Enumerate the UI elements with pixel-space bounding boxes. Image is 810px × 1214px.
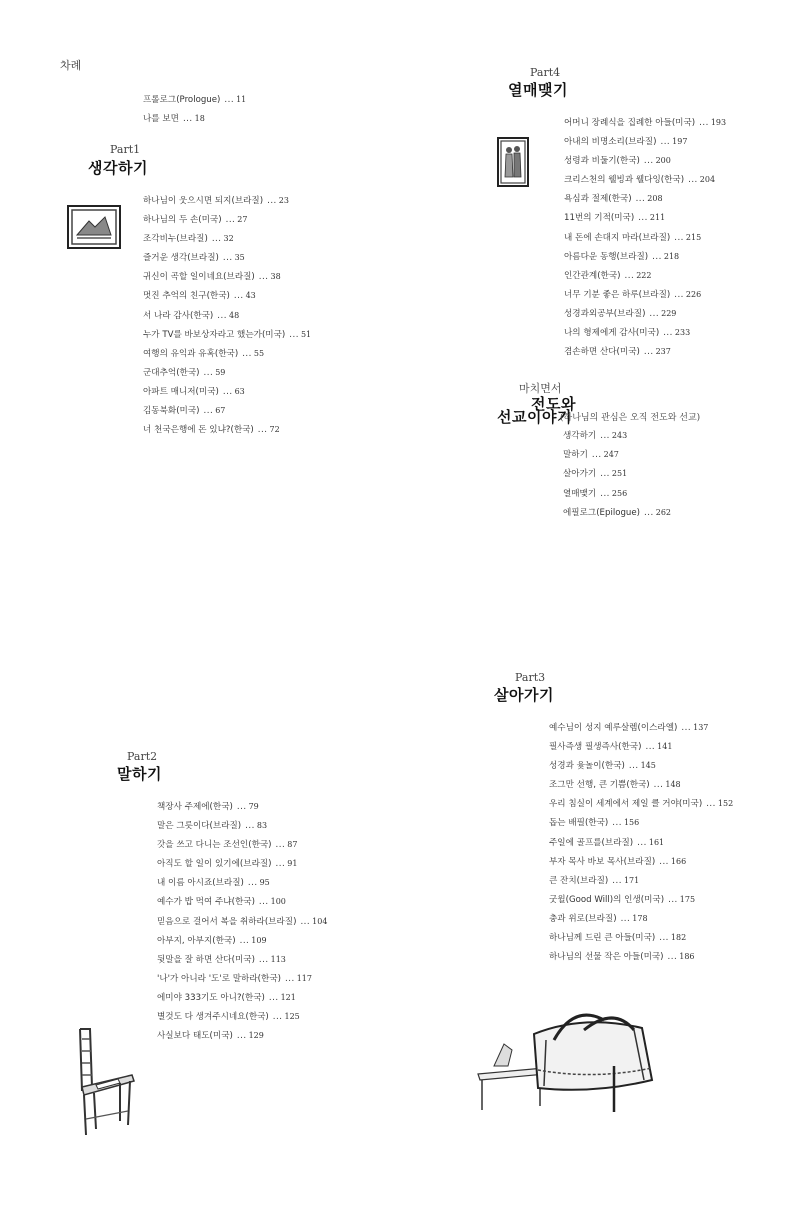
- toc-entry: [143, 348, 311, 367]
- toc-entry-title: 성경과 윷놀이(한국): [549, 761, 625, 772]
- part4-list: [564, 117, 726, 365]
- toc-entry-title: 갓을 쓰고 다니는 조선인(한국): [157, 840, 272, 851]
- toc-entry: [564, 346, 726, 365]
- closing-title-line1: 전도와: [531, 395, 576, 413]
- part4-title: 열매맺기: [508, 81, 568, 99]
- toc-entry-title: 생각하기: [563, 431, 597, 441]
- toc-entry-page: 215: [685, 232, 702, 242]
- toc-entry: [563, 430, 671, 449]
- toc-entry-page: 182: [670, 933, 687, 943]
- toc-entry-dots: ...: [600, 431, 610, 441]
- toc-entry-title: 조그만 선행, 큰 기쁨(한국): [549, 780, 650, 791]
- toc-entry-page: 156: [623, 818, 640, 828]
- toc-entry: [564, 327, 726, 346]
- toc-entry-title: 김동북화(미국): [143, 406, 200, 417]
- toc-entry-dots: ...: [182, 114, 193, 124]
- toc-entry-dots: ...: [688, 175, 698, 186]
- toc-entry: [143, 290, 311, 309]
- toc-entry: [564, 289, 726, 308]
- toc-entry-page: 100: [270, 897, 286, 907]
- toc-entry: [549, 837, 733, 856]
- toc-entry-dots: ...: [203, 367, 214, 378]
- toc-entry-dots: ...: [643, 156, 654, 167]
- toc-entry-page: 200: [655, 156, 671, 166]
- toc-entry: [143, 271, 311, 290]
- toc-entry-title: 하나님의 선물 작은 아들(미국): [549, 952, 664, 963]
- toc-entry-title: 군대추억(한국): [143, 367, 200, 378]
- toc-entry-title: 하나님이 웃으시면 되지(브라질): [143, 196, 264, 206]
- toc-entry-title: 11번의 기적(미국): [564, 213, 635, 224]
- toc-entry-dots: ...: [268, 992, 279, 1003]
- toc-entry-dots: ...: [217, 310, 227, 321]
- part4-label: Part4: [530, 66, 561, 79]
- toc-entry-dots: ...: [275, 840, 286, 851]
- toc-entry-title: 크리스천의 웰빙과 웰다잉(한국): [564, 175, 685, 186]
- toc-entry-page: 251: [611, 469, 628, 479]
- toc-entry-page: 35: [234, 253, 245, 263]
- toc-entry-page: 51: [300, 329, 312, 339]
- toc-entry-page: 222: [636, 270, 652, 280]
- toc-entry-dots: ...: [620, 913, 631, 924]
- toc-entry-title: 하나님께 드린 큰 아들(미국): [549, 933, 656, 944]
- toc-entry: [157, 992, 327, 1011]
- toc-entry-page: 237: [655, 347, 671, 357]
- toc-entry-dots: ...: [236, 802, 247, 812]
- toc-entry-dots: ...: [275, 859, 286, 870]
- toc-entry-page: 63: [234, 386, 245, 396]
- toc-entry-page: 171: [623, 875, 640, 885]
- toc-entry-title: 아름다운 동행(브라질): [564, 251, 649, 262]
- toc-entry-page: 109: [251, 935, 267, 945]
- toc-entry-title: 멋진 추억의 친구(한국): [143, 291, 230, 302]
- closing-title-line2: 선교이야기: [497, 408, 572, 426]
- toc-entry-page: 145: [640, 761, 656, 771]
- toc-entry: [143, 405, 311, 424]
- toc-entry-page: 104: [312, 916, 328, 926]
- toc-entry-title: 충과 위로(브라질): [549, 913, 617, 924]
- toc-entry-page: 193: [710, 118, 727, 127]
- toc-entry-dots: ...: [284, 973, 295, 984]
- toc-entry-title: 성경과외공부(브라질): [564, 308, 646, 319]
- toc-entry-page: 117: [296, 973, 312, 983]
- closing-list: [563, 430, 671, 526]
- toc-entry-title: 말은 그릇이다(브라질): [157, 821, 242, 832]
- toc-entry-page: 72: [269, 425, 280, 435]
- toc-entry-title: 하나님의 두 손(미국): [143, 215, 222, 226]
- toc-entry-title: 부자 목사 바보 목사(브라질): [549, 856, 656, 867]
- toc-entry-page: 91: [287, 859, 298, 869]
- toc-entry: [549, 856, 733, 875]
- toc-entry-page: 27: [237, 215, 248, 225]
- chair-with-book-icon: [74, 1025, 138, 1137]
- toc-entry-dots: ...: [706, 799, 716, 810]
- toc-entry-title: 누가 TV를 바보상자라고 했는가(미국): [143, 329, 286, 340]
- toc-entry: [564, 155, 726, 174]
- toc-entry-dots: ...: [258, 897, 269, 908]
- framed-portrait-icon: [497, 137, 529, 187]
- toc-entry-title: 프롤로그(Prologue): [143, 95, 221, 105]
- toc-entry-title: 즐거운 생각(브라질): [143, 253, 219, 264]
- toc-entry-title: 뒷말을 잘 하면 산다(미국): [157, 954, 255, 965]
- toc-entry: [549, 932, 733, 951]
- toc-entry: [564, 136, 726, 155]
- part3-title: 살아가기: [494, 686, 554, 704]
- toc-entry: [564, 174, 726, 193]
- part1-title: 생각하기: [88, 159, 148, 177]
- toc-entry-page: 175: [679, 894, 696, 904]
- toc-entry: [564, 212, 726, 231]
- toc-entry: [143, 214, 311, 233]
- toc-entry: [143, 329, 311, 348]
- toc-entry-dots: ...: [681, 723, 692, 733]
- part1-label: Part1: [110, 143, 141, 156]
- toc-entry-title: 열매맺기: [563, 488, 597, 499]
- toc-entry: [564, 251, 726, 270]
- toc-entry-dots: ...: [236, 1031, 247, 1042]
- toc-entry-page: 148: [665, 780, 681, 790]
- toc-entry-page: 197: [672, 137, 688, 147]
- toc-entry-page: 48: [228, 310, 240, 320]
- toc-entry-title: '나'가 아니라 '도'로 말하라(한국): [157, 973, 281, 984]
- toc-entry: [563, 468, 671, 487]
- toc-entry-dots: ...: [652, 251, 662, 262]
- toc-entry-page: 113: [270, 954, 286, 964]
- toc-entry-title: 에필로그(Epilogue): [563, 507, 641, 518]
- toc-entry: [143, 233, 311, 252]
- toc-entry: [143, 367, 311, 386]
- toc-entry-title: 말하기: [563, 450, 588, 461]
- toc-entry-title: 아부지, 아부지(한국): [157, 935, 236, 946]
- toc-entry-title: 아파트 매니저(미국): [143, 386, 219, 397]
- toc-entry-dots: ...: [663, 328, 673, 339]
- toc-entry-dots: ...: [289, 329, 299, 340]
- toc-entry: [549, 894, 733, 913]
- toc-entry-title: 아내의 비명소리(브라질): [564, 137, 657, 148]
- toc-entry-dots: ...: [247, 878, 258, 889]
- toc-entry-dots: ...: [222, 253, 233, 264]
- toc-entry-page: 233: [674, 328, 691, 338]
- toc-entry: [143, 424, 311, 443]
- toc-entry: [157, 820, 327, 839]
- toc-entry: [143, 94, 246, 113]
- toc-entry-page: 247: [603, 450, 619, 460]
- toc-entry-page: 67: [215, 406, 226, 416]
- toc-entry-title: 에미야 333기도 아니?(한국): [157, 992, 265, 1003]
- toc-entry: [157, 916, 327, 935]
- toc-entry: [157, 801, 327, 820]
- toc-entry-dots: ...: [674, 289, 684, 300]
- toc-entry-title: 나를 보면: [143, 114, 179, 124]
- toc-entry: [563, 449, 671, 468]
- toc-entry-page: 178: [632, 913, 648, 923]
- toc-entry-title: 예수가 밥 먹여 주냐(한국): [157, 897, 255, 908]
- toc-entry-page: 23: [278, 196, 289, 205]
- toc-entry: [157, 1011, 327, 1030]
- toc-entry-title: 돕는 배필(한국): [549, 818, 609, 829]
- toc-entry-dots: ...: [649, 308, 660, 319]
- toc-entry: [157, 896, 327, 915]
- toc-entry: [143, 252, 311, 271]
- toc-entry-title: 우리 침실이 세계에서 제일 클 거야(미국): [549, 799, 703, 810]
- toc-entry: [157, 1030, 327, 1049]
- toc-entry-page: 137: [693, 723, 709, 732]
- toc-entry: [157, 935, 327, 954]
- toc-entry-page: 38: [270, 272, 281, 282]
- toc-entry: [549, 817, 733, 836]
- toc-entry-page: 87: [287, 840, 298, 850]
- toc-entry-dots: ...: [637, 837, 647, 848]
- toc-entry-dots: ...: [638, 213, 648, 224]
- toc-entry-page: 43: [245, 291, 256, 301]
- toc-entry-title: 큰 잔치(브라질): [549, 875, 609, 886]
- toc-entry-title: 내 이름 아시죠(브라질): [157, 878, 244, 889]
- toc-entry: [143, 310, 311, 329]
- toc-entry-title: 겸손하면 산다(미국): [564, 347, 640, 358]
- toc-entry-page: 18: [194, 114, 205, 123]
- toc-entry: [564, 308, 726, 327]
- toc-entry-title: 욕심과 절제(한국): [564, 194, 632, 205]
- toc-entry-title: 너무 기분 좋은 하루(브라질): [564, 289, 671, 300]
- toc-entry-dots: ...: [659, 856, 669, 867]
- part3-label: Part3: [515, 671, 546, 684]
- part2-title: 말하기: [117, 765, 162, 783]
- toc-entry-title: 너 천국은행에 돈 있냐?(한국): [143, 425, 254, 436]
- toc-entry: [564, 117, 726, 136]
- toc-entry-title: 굿윌(Good Will)의 인생(미국): [549, 894, 665, 905]
- toc-entry-dots: ...: [600, 488, 610, 499]
- toc-entry-dots: ...: [612, 818, 622, 829]
- toc-entry-title: 나의 형제에게 감사(미국): [564, 328, 660, 339]
- toc-entry-page: 226: [685, 289, 702, 299]
- toc-entry-dots: ...: [222, 386, 233, 397]
- framed-picture-icon: [67, 205, 121, 249]
- toc-entry-page: 141: [657, 742, 673, 752]
- toc-entry: [564, 270, 726, 289]
- toc-entry: [157, 877, 327, 896]
- toc-entry-dots: ...: [644, 507, 654, 518]
- closing-label: 마치면서: [519, 382, 562, 395]
- toc-entry-page: 161: [648, 837, 665, 847]
- toc-entry-dots: ...: [624, 270, 635, 281]
- part1-list: [143, 195, 311, 443]
- toc-entry-title: 조각비누(브라질): [143, 234, 208, 245]
- part2-list: [157, 801, 327, 1049]
- toc-entry-title: 성령과 비둘기(한국): [564, 156, 640, 167]
- toc-entry-page: 129: [248, 1031, 264, 1041]
- toc-entry-title: 믿음으로 걸어서 복을 취하라(브라질): [157, 916, 297, 927]
- closing-subtitle: (하나님의 관심은 오직 전도와 선교): [560, 413, 701, 423]
- toc-entry-page: 121: [280, 992, 296, 1002]
- toc-entry-dots: ...: [239, 935, 250, 946]
- toc-entry-dots: ...: [674, 232, 684, 243]
- toc-entry-dots: ...: [645, 742, 656, 753]
- bag-on-table-icon: [474, 1010, 664, 1114]
- toc-entry: [564, 232, 726, 251]
- toc-entry-page: 211: [649, 213, 666, 223]
- toc-entry-page: 152: [717, 799, 734, 809]
- toc-entry: [157, 839, 327, 858]
- toc-entry: [549, 760, 733, 779]
- toc-entry-title: 주일에 골프를(브라질): [549, 837, 634, 848]
- toc-entry-title: 별것도 다 생겨주시네요(한국): [157, 1012, 269, 1023]
- toc-entry: [143, 386, 311, 405]
- toc-entry-dots: ...: [300, 916, 311, 927]
- toc-entry: [549, 722, 733, 741]
- intro-list: [143, 94, 246, 132]
- toc-entry: [157, 973, 327, 992]
- toc-entry-dots: ...: [659, 933, 669, 944]
- toc-entry-page: 243: [611, 431, 628, 440]
- toc-entry-dots: ...: [211, 234, 222, 245]
- toc-entry-title: 내 돈에 손대지 마라(브라질): [564, 232, 671, 243]
- toc-entry-dots: ...: [203, 406, 214, 417]
- toc-entry: [549, 741, 733, 760]
- toc-entry-dots: ...: [628, 761, 639, 772]
- toc-entry-page: 186: [679, 952, 695, 962]
- toc-entry: [564, 193, 726, 212]
- toc-entry: [563, 488, 671, 507]
- toc-entry-page: 95: [259, 878, 270, 888]
- toc-entry-dots: ...: [635, 194, 646, 205]
- toc-entry-title: 필사즉생 필생즉사(한국): [549, 742, 642, 753]
- toc-entry-dots: ...: [267, 196, 277, 206]
- toc-entry-page: 55: [253, 348, 265, 358]
- toc-entry: [549, 951, 733, 970]
- part2-label: Part2: [127, 750, 158, 763]
- toc-entry-dots: ...: [591, 450, 602, 461]
- toc-entry-dots: ...: [667, 952, 678, 963]
- toc-entry-dots: ...: [272, 1012, 283, 1023]
- toc-entry-page: 59: [215, 367, 226, 377]
- toc-entry-page: 218: [663, 251, 680, 261]
- toc-entry-title: 살아가기: [563, 469, 597, 480]
- toc-entry: [563, 507, 671, 526]
- toc-entry: [549, 779, 733, 798]
- toc-entry: [143, 195, 311, 214]
- toc-entry-title: 아직도 할 일이 있기에(브라질): [157, 859, 272, 870]
- toc-entry-title: 귀신이 곡할 일이네요(브라질): [143, 272, 255, 283]
- toc-entry-title: 예수님이 성지 예루살렘(이스라엘): [549, 723, 678, 733]
- toc-entry-page: 256: [611, 488, 628, 498]
- toc-entry-page: 166: [670, 856, 687, 866]
- toc-entry-dots: ...: [257, 425, 268, 436]
- page-label: 차례: [60, 59, 82, 72]
- toc-entry-dots: ...: [258, 272, 269, 283]
- toc-entry-dots: ...: [242, 348, 252, 359]
- toc-entry-title: 인간관계(한국): [564, 270, 621, 281]
- toc-entry-title: 여행의 유익과 유혹(한국): [143, 348, 239, 359]
- toc-entry: [549, 798, 733, 817]
- toc-entry: [549, 913, 733, 932]
- toc-entry-dots: ...: [653, 780, 664, 791]
- toc-entry-title: 책장사 주제에(한국): [157, 802, 233, 812]
- toc-entry-title: 어머니 장례식을 집례한 아들(미국): [564, 118, 696, 128]
- toc-entry-title: 서 나라 감사(한국): [143, 310, 214, 321]
- toc-entry-dots: ...: [660, 137, 671, 148]
- toc-entry-dots: ...: [600, 469, 610, 480]
- part3-list: [549, 722, 733, 970]
- toc-entry-dots: ...: [258, 954, 269, 965]
- toc-entry: [157, 858, 327, 877]
- toc-entry-page: 83: [256, 821, 268, 831]
- toc-entry-page: 262: [655, 507, 672, 517]
- toc-entry-page: 11: [236, 95, 247, 104]
- toc-entry: [157, 954, 327, 973]
- toc-entry-dots: ...: [224, 95, 235, 105]
- toc-entry-page: 125: [284, 1012, 300, 1022]
- toc-entry-dots: ...: [668, 894, 678, 905]
- toc-entry-page: 208: [647, 194, 663, 204]
- toc-entry-page: 229: [661, 308, 677, 318]
- toc-entry-dots: ...: [225, 215, 236, 226]
- toc-entry-dots: ...: [233, 291, 244, 302]
- toc-entry-title: 사실보다 태도(미국): [157, 1031, 233, 1042]
- toc-entry: [549, 875, 733, 894]
- toc-entry-dots: ...: [245, 821, 255, 832]
- toc-entry-dots: ...: [612, 875, 622, 886]
- toc-entry: [143, 113, 246, 132]
- toc-entry-dots: ...: [643, 347, 654, 358]
- toc-entry-page: 204: [699, 175, 716, 185]
- toc-entry-page: 32: [223, 234, 234, 244]
- toc-entry-dots: ...: [699, 118, 709, 128]
- toc-entry-page: 79: [248, 802, 259, 811]
